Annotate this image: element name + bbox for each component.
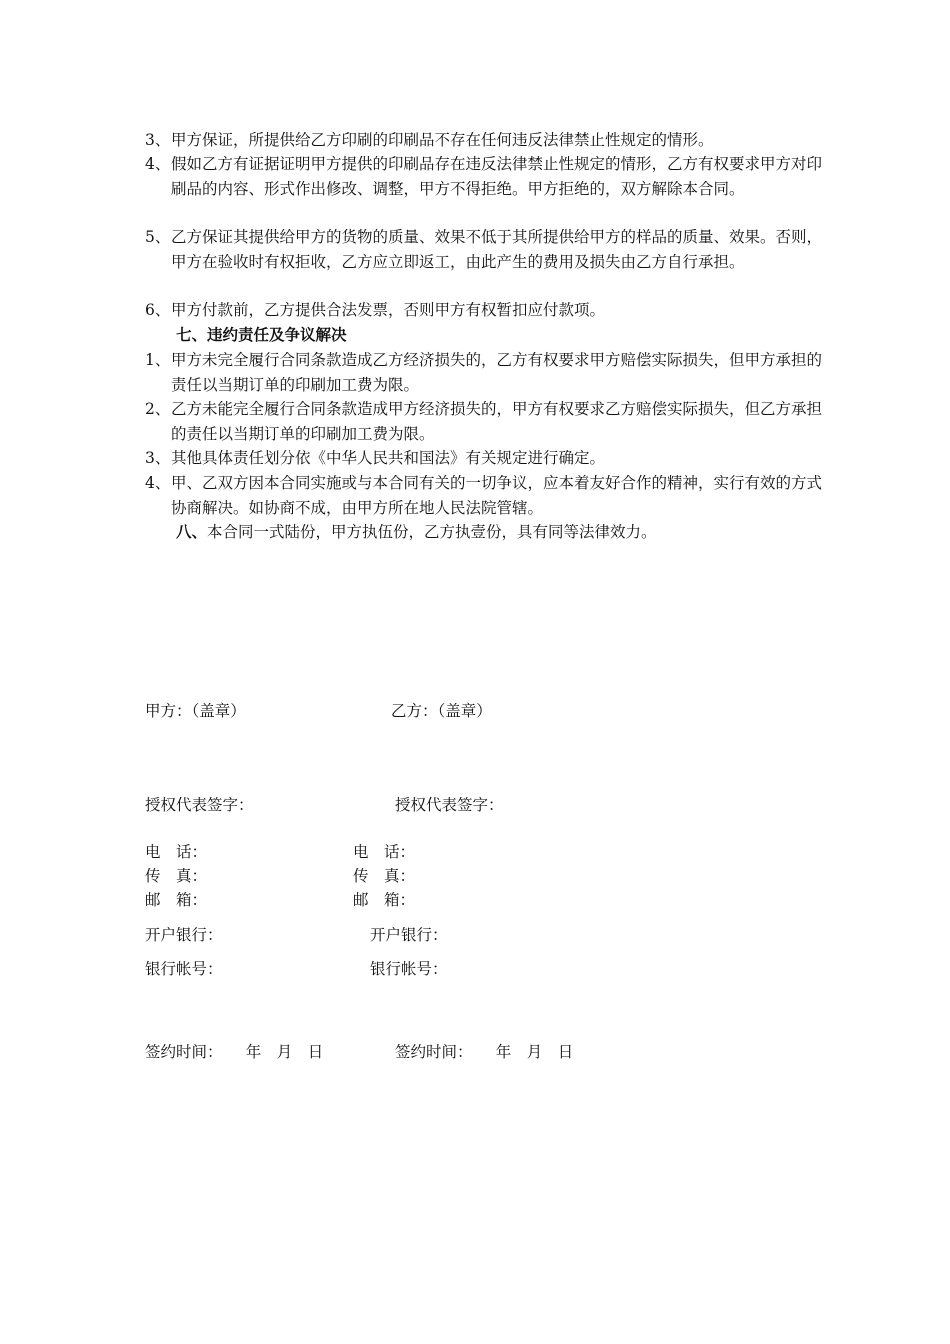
party-b-bank: 开户银行： [370, 926, 448, 944]
party-b-email: 邮 箱： [353, 891, 416, 909]
section-8-text: 本合同一式陆份，甲方执伍份，乙方执壹份，具有同等法律效力。 [207, 523, 657, 541]
party-a-email: 邮 箱： [145, 891, 208, 909]
clause-6-4 [145, 152, 825, 201]
clause-text: 其他具体责任划分依《中华人民共和国法》有关规定进行确定。 [171, 449, 606, 467]
clause-text: 甲方保证，所提供给乙方印刷的印刷品不存在任何违反法律禁止性规定的情形。 [171, 131, 714, 149]
party-b-phone: 电 话： [353, 843, 416, 861]
party-a-rep-signature: 授权代表签字： [145, 796, 254, 814]
clause-7-2 [145, 397, 825, 446]
party-b-fax: 传 真： [353, 867, 416, 885]
clause-number: 2、 [145, 400, 171, 418]
clause-6-3 [145, 128, 825, 153]
party-b-sign-date: 签约时间： 年 月 日 [395, 1043, 574, 1061]
party-a-fax: 传 真： [145, 867, 208, 885]
clause-number: 4、 [145, 474, 171, 492]
clause-6-6 [145, 298, 825, 323]
section-8 [176, 520, 657, 545]
party-b-seal: 乙方：（盖章） [391, 702, 492, 720]
clause-text: 乙方未能完全履行合同条款造成甲方经济损失的，甲方有权要求乙方赔偿实际损失，但乙方承担的责任以当期订单的印刷加工费为限。 [171, 400, 823, 443]
clause-7-3 [145, 446, 825, 471]
clause-text: 假如乙方有证据证明甲方提供的印刷品存在违反法律禁止性规定的情形，乙方有权要求甲方对印刷品的内容、形式作出修改、调整，甲方不得拒绝。甲方拒绝的，双方解除本合同。 [171, 155, 823, 198]
clause-number: 6、 [145, 301, 171, 319]
party-a-bank: 开户银行： [145, 926, 223, 944]
clause-text: 乙方保证其提供给甲方的货物的质量、效果不低于其所提供给甲方的样品的质量、效果。否则，甲方在验收时有权拒收，乙方应立即返工，由此产生的费用及损失由乙方自行承担。 [171, 228, 823, 271]
party-a-sign-date: 签约时间： 年 月 日 [145, 1043, 324, 1061]
clause-number: 5、 [145, 228, 171, 246]
party-b-account: 银行帐号： [370, 960, 448, 978]
party-b-rep-signature: 授权代表签字： [395, 796, 504, 814]
clause-text: 甲方付款前，乙方提供合法发票，否则甲方有权暂扣应付款项。 [171, 301, 606, 319]
clause-number: 4、 [145, 155, 171, 173]
party-a-phone: 电 话： [145, 843, 208, 861]
clause-7-1 [145, 348, 825, 397]
clause-number: 3、 [145, 449, 171, 467]
clause-6-5 [145, 225, 825, 274]
clause-text: 甲方未完全履行合同条款造成乙方经济损失的，乙方有权要求甲方赔偿实际损失，但甲方承担的责任以当期订单的印刷加工费为限。 [171, 351, 823, 394]
clause-number: 1、 [145, 351, 171, 369]
party-a-account: 银行帐号： [145, 960, 223, 978]
section-8-label: 八、 [176, 522, 208, 541]
section-7-heading: 七、违约责任及争议解决 [176, 325, 347, 344]
clause-7-4 [145, 471, 825, 520]
party-a-seal: 甲方：（盖章） [145, 702, 246, 720]
clause-number: 3、 [145, 131, 171, 149]
clause-text: 甲、乙双方因本合同实施或与本合同有关的一切争议，应本着友好合作的精神，实行有效的方式协商解决。如协商不成，由甲方所在地人民法院管辖。 [171, 474, 823, 517]
